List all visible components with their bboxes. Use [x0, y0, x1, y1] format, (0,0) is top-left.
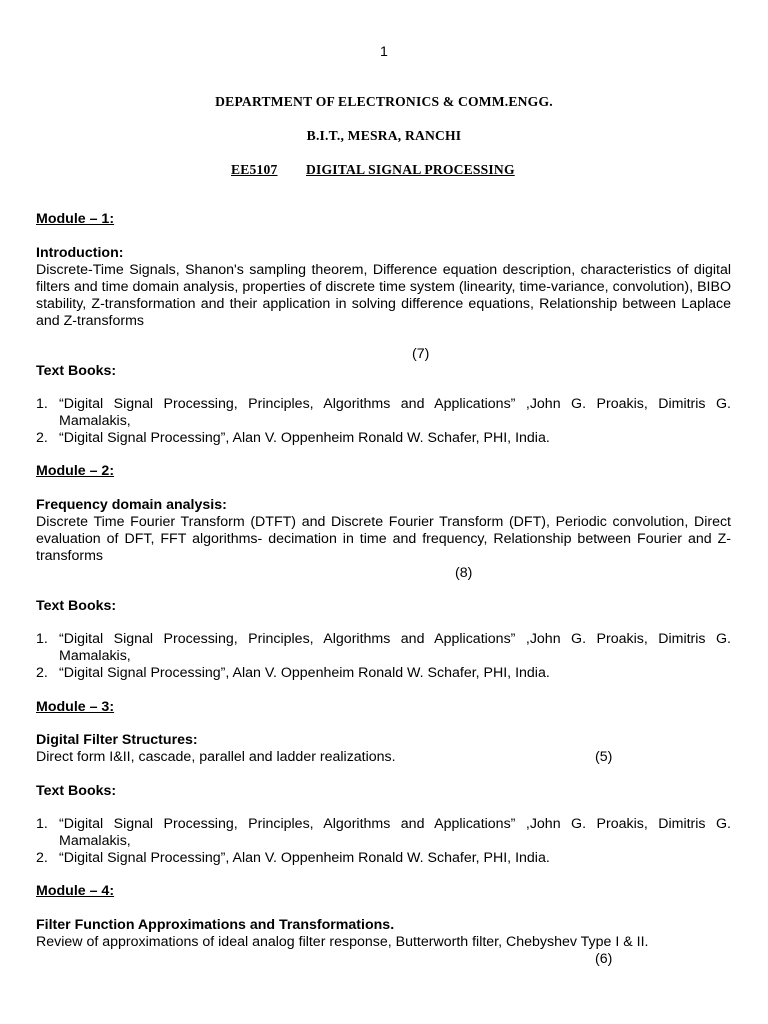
text-book-text: “Digital Signal Processing”, Alan V. Oppenheim Ronald W. Schafer, PHI, India.	[59, 665, 550, 681]
institute-title: B.I.T., MESRA, RANCHI	[306, 128, 462, 143]
department-title: DEPARTMENT OF ELECTRONICS & COMM.ENGG.	[215, 94, 553, 109]
course-title: DIGITAL SIGNAL PROCESSING	[306, 162, 515, 177]
module-3-description: Direct form I&II, cascade, parallel and ladder realizations.	[36, 749, 396, 765]
module-4-heading: Module – 4:	[36, 883, 115, 899]
text-book-item	[36, 631, 731, 665]
text-book-text: “Digital Signal Processing”, Alan V. Oppenheim Ronald W. Schafer, PHI, India.	[59, 430, 550, 446]
text-book-text: “Digital Signal Processing, Principles, Algorithms and Applications” ,John G. Proakis, Dimitris G. Mamalakis,	[59, 816, 731, 849]
text-book-number: 2.	[36, 430, 48, 446]
module-2-hours: (8)	[455, 565, 473, 581]
module-3-text-books-heading: Text Books:	[36, 783, 117, 799]
text-book-text: “Digital Signal Processing, Principles, Algorithms and Applications” ,John G. Proakis, Dimitris G. Mamalakis,	[59, 631, 731, 664]
module-2-text-books-heading: Text Books:	[36, 598, 117, 614]
text-book-item	[36, 396, 731, 430]
text-book-number: 2.	[36, 665, 48, 681]
module-3-heading: Module – 3:	[36, 699, 115, 715]
module-1-topic: Introduction:	[36, 245, 124, 261]
module-2-heading: Module – 2:	[36, 463, 115, 479]
text-book-text: “Digital Signal Processing, Principles, Algorithms and Applications” ,John G. Proakis, Dimitris G. Mamalakis,	[59, 396, 731, 429]
text-book-item	[36, 850, 731, 867]
text-book-item	[36, 665, 731, 682]
module-1-text-books-heading: Text Books:	[36, 363, 117, 379]
module-2-description: Discrete Time Fourier Transform (DTFT) and Discrete Fourier Transform (DFT), Periodic convolution, Direct evaluation of DFT, FFT algorithms- decimation in time and frequency, Relationship between Fourier and Z-transforms	[36, 514, 731, 564]
module-3-text-books	[36, 816, 731, 867]
module-1-heading: Module – 1:	[36, 211, 115, 227]
module-3-topic: Digital Filter Structures:	[36, 732, 198, 748]
module-4-description: Review of approximations of ideal analog filter response, Butterworth filter, Chebyshev Type I & II.	[36, 934, 649, 950]
text-book-number: 1.	[36, 816, 48, 832]
text-book-item	[36, 816, 731, 850]
text-book-text: “Digital Signal Processing”, Alan V. Oppenheim Ronald W. Schafer, PHI, India.	[59, 850, 550, 866]
module-4-topic: Filter Function Approximations and Transformations.	[36, 917, 395, 933]
module-1-description: Discrete-Time Signals, Shanon's sampling theorem, Difference equation description, characteristics of digital filters and time domain analysis, properties of discrete time system (linearity, time-variance, convolution), BIBO stability, Z-transformation and their application in solving difference equations, Relationship between Laplace and Z-transforms	[36, 262, 731, 329]
page-number: 1	[380, 44, 388, 60]
module-4-hours: (6)	[595, 951, 613, 967]
text-book-number: 1.	[36, 396, 48, 412]
module-1-text-books	[36, 396, 731, 447]
course-code: EE5107	[231, 162, 278, 177]
text-book-number: 2.	[36, 850, 48, 866]
module-2-text-books	[36, 631, 731, 682]
module-1-hours: (7)	[412, 346, 430, 362]
text-book-number: 1.	[36, 631, 48, 647]
module-3-hours: (5)	[595, 749, 613, 765]
module-2-topic: Frequency domain analysis:	[36, 497, 227, 513]
text-book-item	[36, 430, 731, 447]
